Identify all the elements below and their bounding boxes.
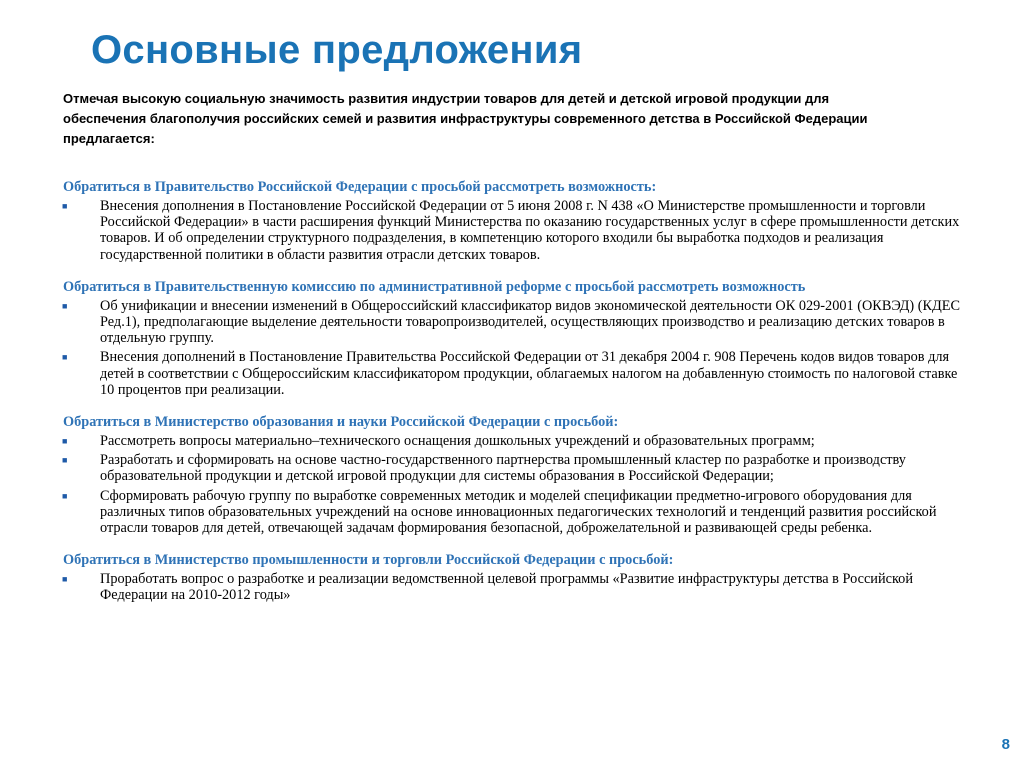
square-bullet-icon: ■ xyxy=(62,300,68,311)
list-item-text: Рассмотреть вопросы материально–технического оснащения дошкольных учреждений и образовательных программ; xyxy=(100,433,815,450)
section-government xyxy=(63,178,975,263)
bullet-list xyxy=(63,198,975,263)
proposals-content xyxy=(63,178,975,619)
list-item-text: Разработать и сформировать на основе частно-государственного партнерства промышленный кластер по разработке и производству образовательной продукции и детской игровой продукции для системы образования в Российской Федерации; xyxy=(100,452,906,485)
list-item-text: Внесения дополнения в Постановление Российской Федерации от 5 июня 2008 г. N 438 «О Министерстве промышленности и торговли Российской Федерации» в части расширения функций Министерства по оказанию государственных услуг в сфере промышленности детских товаров. И об определении структурного подразделения, в компетенцию которого входили бы выработка подходов и реализация государственной политики в области развития отрасли детских товаров. xyxy=(100,198,960,263)
bullet-list xyxy=(63,298,975,398)
square-bullet-icon: ■ xyxy=(62,490,68,501)
square-bullet-icon: ■ xyxy=(62,436,68,447)
square-bullet-icon: ■ xyxy=(62,201,68,211)
square-bullet-icon: ■ xyxy=(62,352,68,363)
list-item xyxy=(63,488,975,537)
square-bullet-icon: ■ xyxy=(62,455,68,466)
section-heading: Обратиться в Правительство Российской Федерации с просьбой рассмотреть возможность: xyxy=(63,179,657,195)
list-item xyxy=(63,452,975,484)
list-item xyxy=(63,349,975,398)
list-item-text: Проработать вопрос о разработке и реализации ведомственной целевой программы «Развитие инфраструктуры детства в Российской Федерации на 2010-2012 годы» xyxy=(100,571,913,604)
section-industry-ministry xyxy=(63,551,975,603)
list-item-text: Об унификации и внесении изменений в Общероссийский классификатор видов экономической деятельности ОК 029-2001 (ОКВЭД) (КДЕС Ред.1), предполагающие выделение деятельности товаропроизводителей, осуществляющих производство и реализацию детских товаров в отдельную группу. xyxy=(100,297,961,347)
list-item xyxy=(63,433,975,449)
bullet-list xyxy=(63,433,975,536)
list-item-text: Сформировать рабочую группу по выработке современных методик и моделей спецификации предметно-игрового оборудования для различных типов образовательных учреждений на основе инновационных педагогических технологий и тенденций развития российской отрасли товаров для детей, отвечающей задачам формирования безопасной, доброжелательной и развивающей среды ребенка. xyxy=(100,487,937,537)
intro-paragraph: Отмечая высокую социальную значимость развития индустрии товаров для детей и детской игровой продукции для обеспечения благополучия российских семей и развития инфраструктуры современного детства в Российской Федерации предлагается: xyxy=(63,91,868,146)
section-heading: Обратиться в Министерство промышленности и торговли Российской Федерации с просьбой: xyxy=(63,552,674,569)
section-admin-reform-commission xyxy=(63,278,975,398)
list-item-text: Внесения дополнений в Постановление Правительства Российской Федерации от 31 декабря 2004 г. 908 Перечень кодов видов товаров для детей в соответствии с Общероссийским классификатором продукции, облагаемых налогом на добавленную стоимость по налоговой ставке 10 процентов при реализации. xyxy=(100,349,958,398)
section-education-ministry xyxy=(63,413,975,536)
section-heading: Обратиться в Министерство образования и науки Российской Федерации с просьбой: xyxy=(63,414,619,431)
page-number: 8 xyxy=(1001,736,1010,753)
bullet-list xyxy=(63,571,975,603)
page-title: Основные предложения xyxy=(91,28,583,72)
list-item xyxy=(63,198,975,263)
list-item xyxy=(63,298,975,347)
section-heading: Обратиться в Правительственную комиссию по административной реформе с просьбой рассмотреть возможность xyxy=(63,278,806,295)
list-item xyxy=(63,571,975,603)
square-bullet-icon: ■ xyxy=(62,574,68,585)
